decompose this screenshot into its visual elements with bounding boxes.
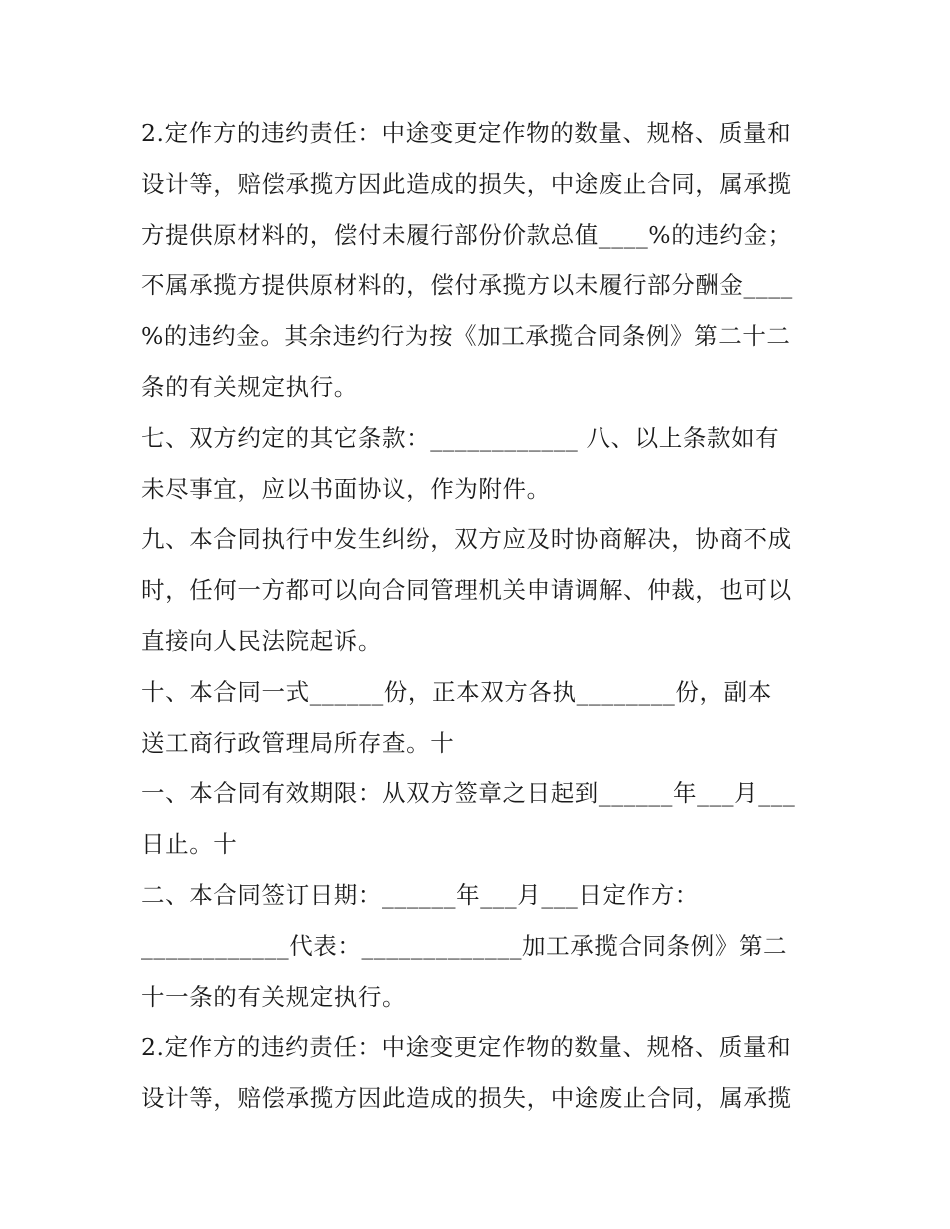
text-line-17: ____________代表：_____________加工承揽合同条例》第二 <box>141 931 788 960</box>
text-line-18: 十一条的有关规定执行。 <box>141 982 407 1011</box>
text-line-4: 不属承揽方提供原材料的，偿付承揽方以未履行部分酬金____ <box>141 271 793 300</box>
text-line-14: 一、本合同有效期限：从双方签章之日起到______年___月___ <box>141 779 796 808</box>
text-line-3: 方提供原材料的，偿付未履行部份价款总值____%的违约金； <box>141 220 792 249</box>
text-line-5: %的违约金。其余违约行为按《加工承揽合同条例》第二十二 <box>141 322 791 351</box>
text-line-9: 九、本合同执行中发生纠纷，双方应及时协商解决，协商不成 <box>141 525 792 554</box>
text-line-2: 设计等，赔偿承揽方因此造成的损失，中途废止合同，属承揽 <box>141 169 792 198</box>
text-line-8: 未尽事宜，应以书面协议，作为附件。 <box>141 474 551 503</box>
text-line-13: 送工商行政管理局所存查。十 <box>141 728 455 757</box>
text-line-16: 二、本合同签订日期：______年___月___日定作方： <box>141 880 699 909</box>
text-line-19: 2.定作方的违约责任：中途变更定作物的数量、规格、质量和 <box>141 1033 792 1062</box>
contract-text-body <box>141 108 831 1124</box>
text-line-1: 2.定作方的违约责任：中途变更定作物的数量、规格、质量和 <box>141 119 792 147</box>
text-line-7: 七、双方约定的其它条款：____________ 八、以上条款如有 <box>141 423 780 452</box>
text-line-20: 设计等，赔偿承揽方因此造成的损失，中途废止合同，属承揽 <box>141 1084 792 1113</box>
text-line-10: 时，任何一方都可以向合同管理机关申请调解、仲裁，也可以 <box>141 576 792 605</box>
text-line-11: 直接向人民法院起诉。 <box>141 626 382 655</box>
text-line-15: 日止。十 <box>141 830 238 859</box>
text-line-6: 条的有关规定执行。 <box>141 372 358 401</box>
text-line-12: 十、本合同一式______份，正本双方各执________份，副本 <box>141 677 772 706</box>
